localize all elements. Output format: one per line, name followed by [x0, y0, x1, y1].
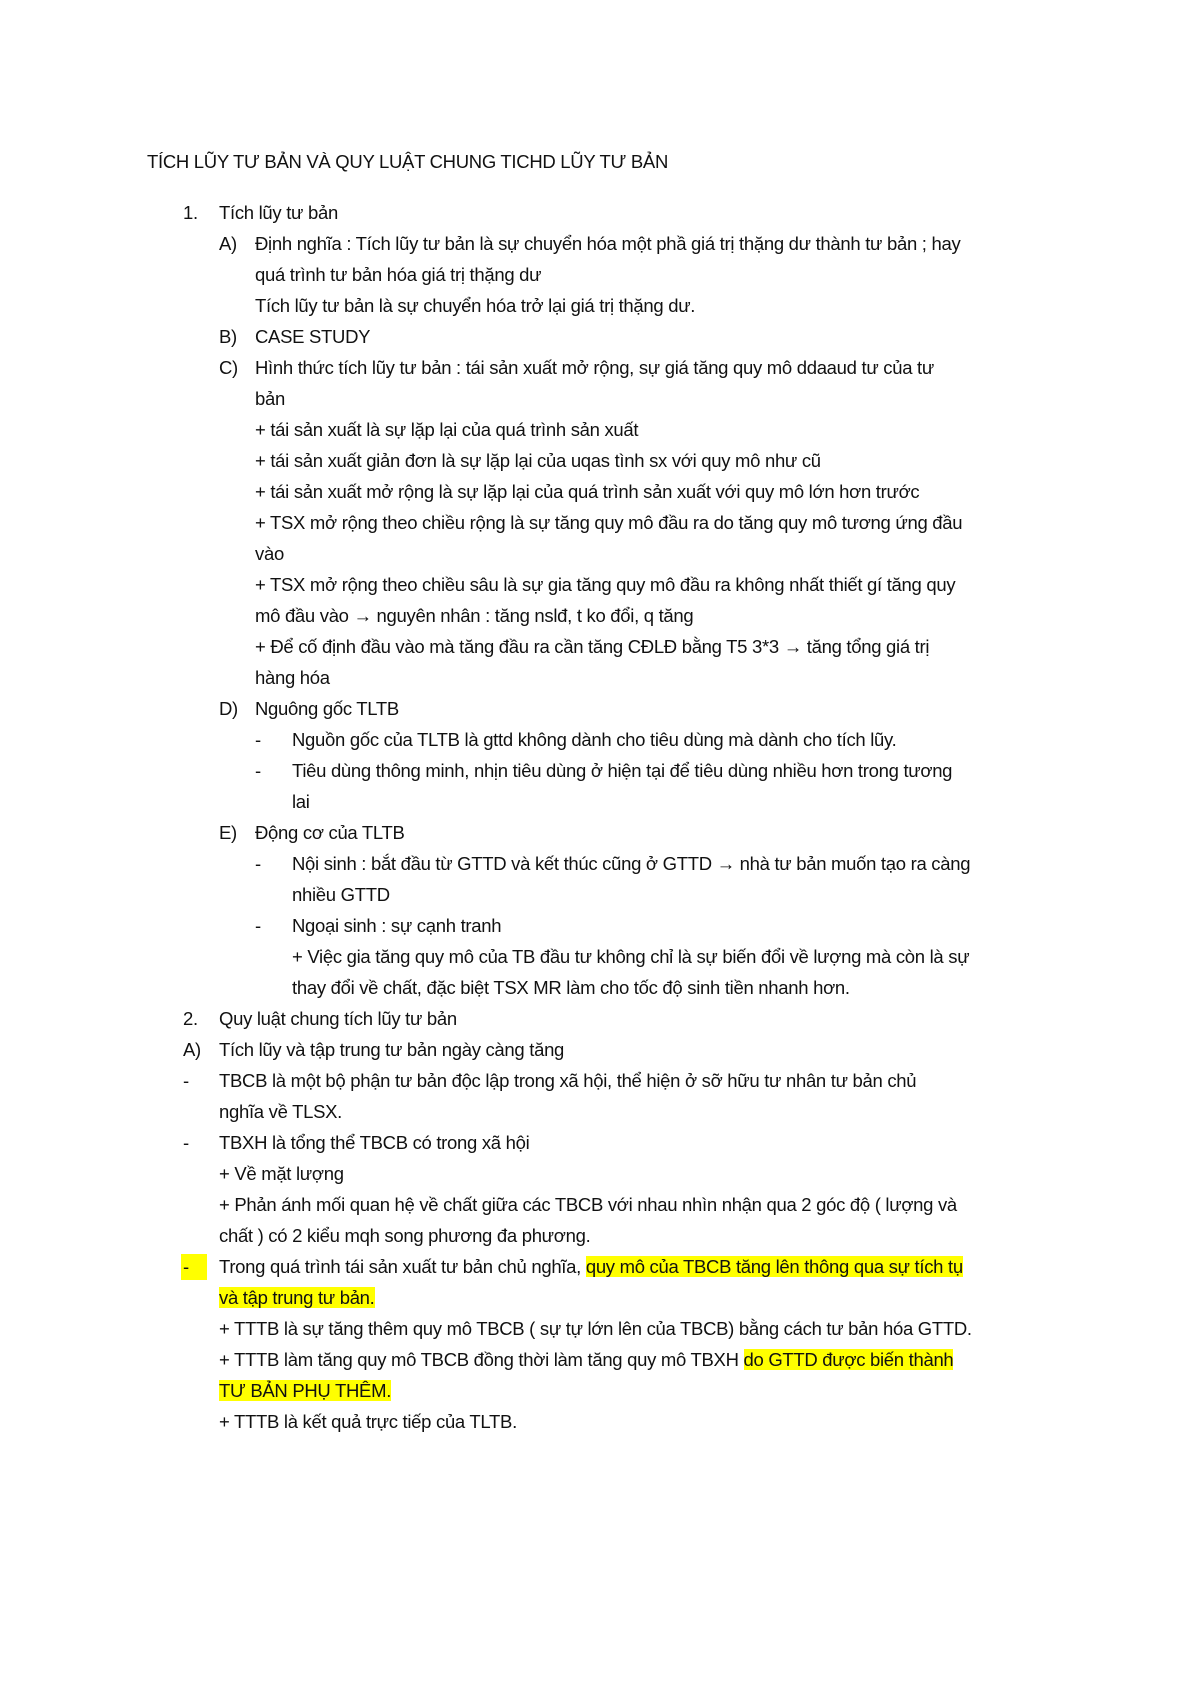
item-d-bullet-2-line-2: lai	[292, 791, 310, 812]
item-c-line-2: bản	[255, 388, 285, 409]
section-2-d2-line-3: + Phản ánh mối quan hệ về chất giữa các TBCB với nhau nhìn nhận qua 2 góc độ ( lượng và	[219, 1194, 957, 1215]
item-e-bullet-1-dash: -	[255, 853, 261, 874]
item-d-marker: D)	[219, 698, 238, 719]
section-2-d3-line-1-plain: Trong quá trình tái sản xuất tư bản chủ nghĩa,	[219, 1256, 586, 1277]
item-d-bullet-2-line-1: Tiêu dùng thông minh, nhịn tiêu dùng ở hiện tại để tiêu dùng nhiều hơn trong tương	[292, 760, 953, 781]
section-2-dash-2: -	[183, 1132, 189, 1153]
item-e-line-1: Động cơ của TLTB	[255, 822, 405, 843]
section-2-d3-line-5	[219, 1378, 391, 1404]
item-d-bullet-1-dash: -	[255, 729, 261, 750]
section-2-d1-line-2: nghĩa về TLSX.	[219, 1101, 342, 1122]
section-1-heading: Tích lũy tư bản	[219, 202, 338, 223]
section-2-heading: Quy luật chung tích lũy tư bản	[219, 1008, 457, 1029]
item-c-line-4: + tái sản xuất giản đơn là sự lặp lại của uqas tình sx với quy mô như cũ	[255, 450, 821, 471]
section-2-dash-3: -	[181, 1254, 207, 1280]
item-b-line-1: CASE STUDY	[255, 326, 371, 347]
item-a-marker: A)	[219, 233, 237, 254]
item-e-bullet-2-sub-line-2: thay đổi về chất, đặc biệt TSX MR làm cho tốc độ sinh tiền nhanh hơn.	[292, 977, 850, 998]
item-c-line-11: hàng hóa	[255, 667, 330, 688]
item-c-marker: C)	[219, 357, 238, 378]
document-title: TÍCH LŨY TƯ BẢN VÀ QUY LUẬT CHUNG TICHD LŨY TƯ BẢN	[147, 151, 669, 172]
section-2-d3-line-1-highlight: quy mô của TBCB tăng lên thông qua sự tích tụ	[585, 1256, 963, 1277]
item-c-line-5: + tái sản xuất mở rộng là sự lặp lại của quá trình sản xuất với quy mô lớn hơn trước	[255, 481, 920, 502]
item-c-line-3: + tái sản xuất là sự lặp lại của quá trình sản xuất	[255, 419, 639, 440]
section-2-d3-line-4-highlight: do GTTD được biến thành	[743, 1349, 954, 1370]
section-2-a-marker: A)	[183, 1039, 201, 1060]
item-c-line-6: + TSX mở rộng theo chiều rộng là sự tăng quy mô đầu ra do tăng quy mô tương ứng đầu	[255, 512, 963, 533]
item-e-bullet-1-line-1: Nội sinh : bắt đầu từ GTTD và kết thúc cũng ở GTTD → nhà tư bản muốn tạo ra càng	[292, 853, 971, 874]
section-2-d3-line-4-plain: + TTTB làm tăng quy mô TBCB đồng thời làm tăng quy mô TBXH	[219, 1349, 744, 1370]
item-c-line-7: vào	[255, 543, 284, 564]
item-d-bullet-1: Nguồn gốc của TLTB là gttd không dành cho tiêu dùng mà dành cho tích lũy.	[292, 729, 897, 750]
section-2-d3-line-5-highlight: TƯ BẢN PHỤ THÊM.	[219, 1380, 392, 1401]
section-2-d3-line-3: + TTTB là sự tăng thêm quy mô TBCB ( sự tự lớn lên của TBCB) bằng cách tư bản hóa GTTD.	[219, 1318, 972, 1339]
section-2-a-text: Tích lũy và tập trung tư bản ngày càng tăng	[219, 1039, 565, 1060]
section-1-number: 1.	[183, 202, 198, 223]
item-d-line-1: Nguông gốc TLTB	[255, 698, 399, 719]
item-e-marker: E)	[219, 822, 237, 843]
item-c-line-8: + TSX mở rộng theo chiều sâu là sự gia tăng quy mô đầu ra không nhất thiết gí tăng quy	[255, 574, 956, 595]
item-e-bullet-2: Ngoại sinh : sự cạnh tranh	[292, 915, 502, 936]
item-a-line-2: quá trình tư bản hóa giá trị thặng dư	[255, 264, 542, 285]
section-2-number: 2.	[183, 1008, 198, 1029]
section-2-d1-line-1: TBCB là một bộ phận tư bản độc lập trong xã hội, thể hiện ở sỡ hữu tư nhân tư bản chủ	[219, 1070, 917, 1091]
item-e-bullet-2-dash: -	[255, 915, 261, 936]
section-2-d2-line-2: + Về mặt lượng	[219, 1163, 344, 1184]
item-e-bullet-2-sub-line-1: + Việc gia tăng quy mô của TB đầu tư không chỉ là sự biến đổi về lượng mà còn là sự	[292, 946, 970, 967]
section-2-d3-line-1	[219, 1254, 963, 1280]
section-2-d2-line-4: chất ) có 2 kiểu mqh song phương đa phương.	[219, 1225, 591, 1246]
item-d-bullet-2-dash: -	[255, 760, 261, 781]
item-e-bullet-1-line-2: nhiều GTTD	[292, 884, 390, 905]
item-a-line-3: Tích lũy tư bản là sự chuyển hóa trở lại giá trị thặng dư.	[255, 295, 696, 316]
item-c-line-1: Hình thức tích lũy tư bản : tái sản xuất mở rộng, sự giá tăng quy mô ddaaud tư của tư	[255, 357, 934, 378]
section-2-d3-line-4	[219, 1347, 953, 1373]
item-c-line-9: mô đầu vào → nguyên nhân : tăng nslđ, t ko đổi, q tăng	[255, 605, 694, 626]
section-2-d3-line-6: + TTTB là kết quả trực tiếp của TLTB.	[219, 1411, 517, 1432]
item-c-line-10: + Để cố định đầu vào mà tăng đầu ra cần tăng CĐLĐ bằng T5 3*3 → tăng tổng giá trị	[255, 636, 930, 657]
item-b-marker: B)	[219, 326, 237, 347]
section-2-d3-line-2	[219, 1285, 375, 1311]
section-2-dash-1: -	[183, 1070, 189, 1091]
section-2-d2-line-1: TBXH là tổng thể TBCB có trong xã hội	[219, 1132, 530, 1153]
item-a-line-1: Định nghĩa : Tích lũy tư bản là sự chuyển hóa một phầ giá trị thặng dư thành tư bản ; hay	[255, 233, 961, 254]
section-2-d3-line-2-highlight: và tập trung tư bản.	[219, 1287, 375, 1308]
